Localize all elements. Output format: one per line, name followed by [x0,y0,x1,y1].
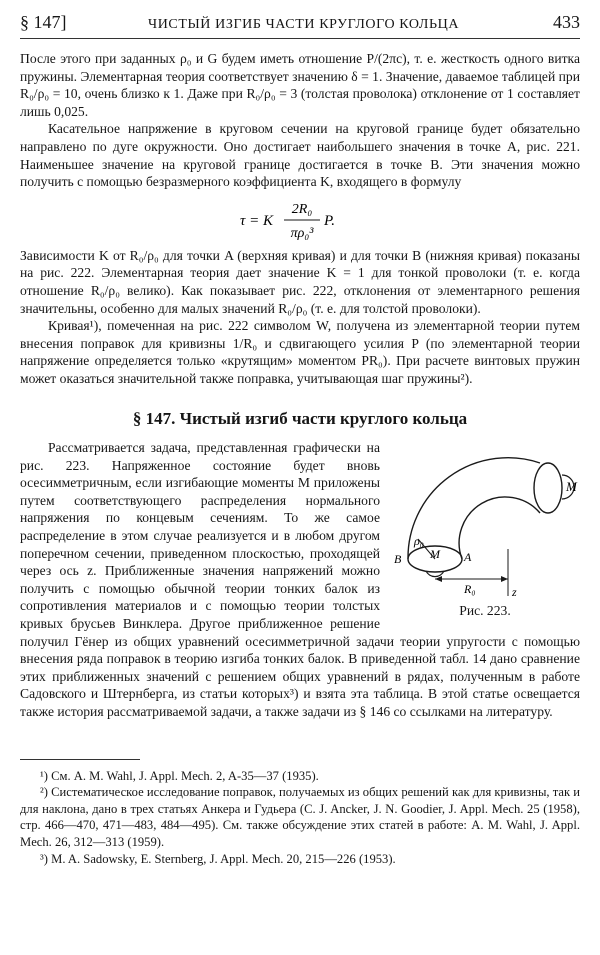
footnote-1: ¹) См. A. M. Wahl, J. Appl. Mech. 2, A-35—37 (1935). [40,768,319,783]
r0-arrow-right [501,576,508,582]
page-body [20,50,580,867]
curved-bar-drawing [390,441,580,601]
formula-lhs: τ = K [240,212,273,229]
formula-denominator: πρ₀³ [290,225,314,241]
end-section-right [534,463,562,513]
paragraph-4: Кривая¹), помеченная на рис. 222 символом W, получена из элементарной теории путем внесения поправок для кривизны 1/R₀ и сдвигающего усилия P (по элементарной теории напряжение определяется только «крутящим» моментом PR₀). При расчете винтовых пружин может оказаться значительной также поправка, учитывающая шаг пружины²). [20,318,580,386]
page-number: 433 [553,12,580,32]
footnote-rule [20,759,140,760]
footnote-3: ³) M. A. Sadowsky, E. Sternberg, J. Appl. Mech. 20, 215—226 (1953). [40,851,396,866]
figure-caption: Рис. 223. [459,602,511,618]
running-header [20,12,580,39]
formula-tau [20,191,580,247]
label-m-bottom: M [430,547,440,562]
paragraph-1: После этого при заданных ρ₀ и G будем иметь отношение P/(2πc), т. е. жесткость одного витка пружины. Элементарная теория соответствует значению δ = 1. Значение, даваемое таблицей при R₀/ρ₀ = 10, очень близко к 1. Даже при R₀/ρ₀ = 3 (толстая проволока) отклонение от 1 составляет лишь 0,025. [20,51,580,119]
label-m-right: M [566,479,577,495]
paragraph-2: Касательное напряжение в круговом сечении на круговой границе будет обязательно направлено по дуге окружности. Оно достигает наибольшего значения в точке A, рис. 221. Наименьшее значение на круговой границе достигается в точке B. Эти значения можно получить с помощью безразмерного коэффициента K, входящего в формулу [20,121,580,190]
header-title: ЧИСТЫЙ ИЗГИБ ЧАСТИ КРУГЛОГО КОЛЬЦА [148,17,460,32]
label-r0: R₀ [464,582,476,597]
formula-numerator: 2R₀ [291,201,313,217]
figure-223 [390,441,580,621]
header-section-ref: § 147] [20,12,67,32]
label-rho: ρ₀ [414,534,424,549]
formula-svg [220,195,380,245]
label-b: B [394,552,402,567]
footnotes [20,768,580,868]
formula-rhs: P. [324,212,335,229]
label-a: A [464,550,472,565]
paragraph-3: Зависимости K от R₀/ρ₀ для точки A (верхняя кривая) и для точки B (нижняя кривая) показаны на рис. 222. Элементарная теория дает значение K = 1 для тонкой проволоки (т. е. когда отношение R₀/ρ₀ велико). Как показывает рис. 222, отклонения от элементарного решения значительны, особенно для малых значений R₀/ρ₀ (т. е. для толстой проволоки). [20,247,580,316]
section-heading: § 147. Чистый изгиб части круглого кольца [132,408,468,428]
label-z: z [512,585,517,600]
section-paragraph: Рассматривается задача, представленная графически на рис. 223. Напряженное состояние будет вновь осесимметричным, если изгибающие моменты M приложены путем соответствующего распределения нормального напряжения по концевым сечениям. То же самое распределение в этом случае реализуется и в любом другом поперечном сечении, приведенном плоскостью, проходящей через ось z. Приближенные значения напряжений можно получить с помощью обычной теории тонких балок из сопротивления материалов и с помощью теории толстых кривых брусьев Винклера. Другое приближенное решение получил Гёнер из общих уравнений осесимметричной задачи теории упругости с помощью внесения ряда поправок в теорию изгиба тонких балок. В приведенной табл. 14 дано сравнение этих приближенных значений с решением общих уравнений в рядах, полученным в работе Садовского и Штернберга, из статьи которых³) и взята эта таблица. В этой статье освещается также история рассматриваемой задачи, а также задачи из § 146 со ссылками на литературу. [20,440,580,719]
footnote-2: ²) Систематическое исследование поправок, получаемых из общих решений как для кривизны, так и для наклона, дано в трех статьях Анкера и Гудьера (C. J. Ancker, J. N. Goodier, J. Appl. Mech. 25 (1958), стр. 466—470, 471—483, 484—495). См. также обсуждение этих статей в работе: A. M. Wahl, J. Appl. Mech. 26, 312—313 (1959). [20,785,580,849]
